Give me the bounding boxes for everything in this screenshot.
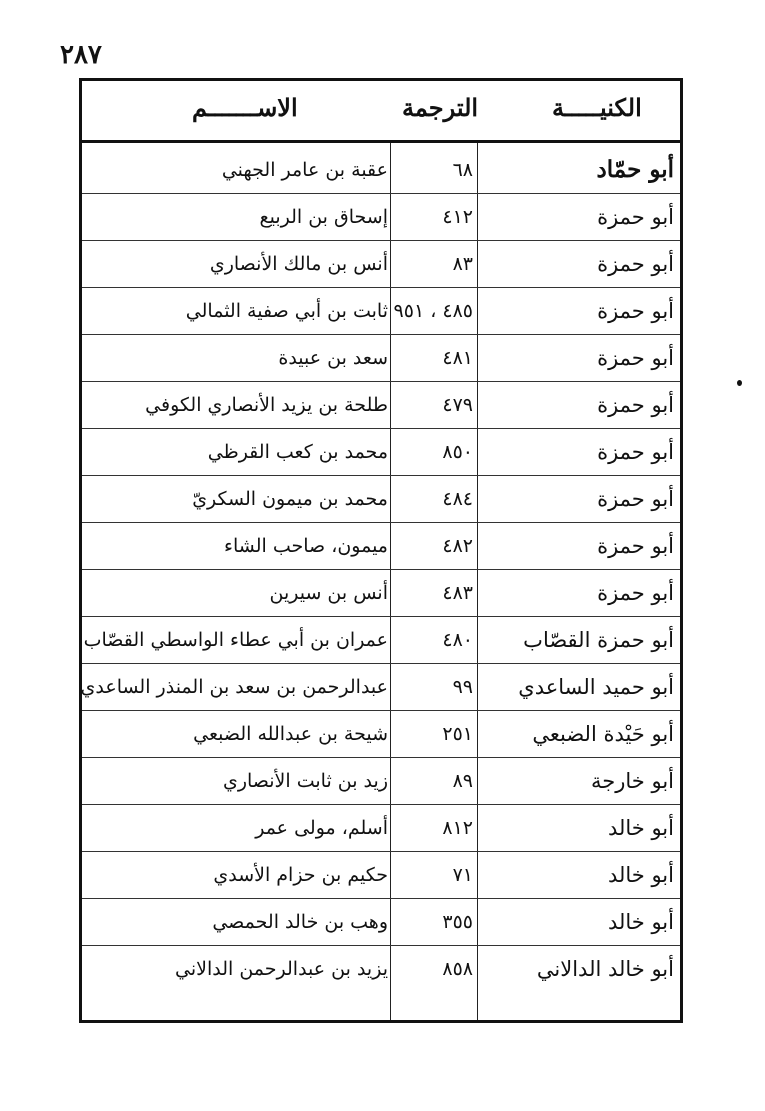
tarjama-cell: ٧١ bbox=[452, 864, 473, 886]
table-row bbox=[82, 570, 680, 617]
kunya-cell: أبو حمزة bbox=[597, 346, 674, 370]
table-row bbox=[82, 852, 680, 899]
kunya-cell: أبو حمزة bbox=[597, 205, 674, 229]
name-cell: وهب بن خالد الحمصي bbox=[212, 911, 388, 933]
table-row bbox=[82, 382, 680, 429]
table-row bbox=[82, 241, 680, 288]
kunya-cell: أبو خالد bbox=[607, 816, 674, 840]
name-cell: عقبة بن عامر الجهني bbox=[221, 159, 388, 181]
tarjama-cell: ٤٨٠ bbox=[442, 629, 473, 651]
kunya-cell: أبو حَيْدة الضبعي bbox=[532, 722, 674, 746]
kunya-cell: أبو حمزة bbox=[597, 440, 674, 464]
tarjama-cell: ٨٥٠ bbox=[442, 441, 473, 463]
tarjama-cell: ٤٨٣ bbox=[442, 582, 473, 604]
name-cell: ثابت بن أبي صفية الثمالي bbox=[185, 300, 388, 322]
name-cell: محمد بن ميمون السكريّ bbox=[192, 488, 388, 510]
name-cell: طلحة بن يزيد الأنصاري الكوفي bbox=[145, 394, 388, 416]
name-cell: حكيم بن حزام الأسدي bbox=[213, 864, 388, 886]
table-header bbox=[82, 81, 680, 143]
tarjama-cell: ٦٨ bbox=[452, 159, 473, 181]
header-tarjama: الترجمة bbox=[402, 93, 479, 122]
name-cell: أنس بن مالك الأنصاري bbox=[209, 253, 388, 275]
header-kunya: الكنيـــــة bbox=[552, 93, 642, 122]
table-row bbox=[82, 617, 680, 664]
tarjama-cell: ٤١٢ bbox=[442, 206, 473, 228]
table-row bbox=[82, 476, 680, 523]
kunya-cell: أبو حمزة bbox=[597, 487, 674, 511]
table-row bbox=[82, 523, 680, 570]
kunya-cell: أبو حمزة bbox=[597, 581, 674, 605]
kunya-cell: أبو حمزة bbox=[597, 299, 674, 323]
table-row bbox=[82, 899, 680, 946]
header-ism: الاســـــــم bbox=[192, 93, 298, 122]
table-row bbox=[82, 335, 680, 382]
tarjama-cell: ٢٥١ bbox=[442, 723, 473, 745]
name-cell: يزيد بن عبدالرحمن الدالاني bbox=[175, 958, 388, 980]
tarjama-cell: ٨٩ bbox=[452, 770, 473, 792]
table-row bbox=[82, 758, 680, 805]
kunya-cell: أبو خارجة bbox=[591, 769, 674, 793]
tarjama-cell: ٤٨١ bbox=[442, 347, 473, 369]
kunya-cell: أبو حمزة bbox=[597, 252, 674, 276]
kunya-table bbox=[79, 78, 683, 1023]
name-cell: شيحة بن عبدالله الضبعي bbox=[193, 723, 388, 745]
kunya-cell: أبو حميد الساعدي bbox=[518, 675, 674, 699]
tarjama-cell: ٨٥٨ bbox=[442, 958, 473, 980]
name-cell: أسلم، مولى عمر bbox=[255, 817, 388, 839]
name-cell: سعد بن عبيدة bbox=[278, 347, 388, 369]
tarjama-cell: ٤٨٤ bbox=[442, 488, 473, 510]
page-number: ٢٨٧ bbox=[60, 40, 102, 70]
kunya-cell: أبو خالد bbox=[607, 863, 674, 887]
name-cell: عبدالرحمن بن سعد بن المنذر الساعدي bbox=[80, 676, 388, 698]
tarjama-cell: ٨٣ bbox=[452, 253, 473, 275]
table-row bbox=[82, 805, 680, 852]
tarjama-cell: ٩٩ bbox=[452, 676, 473, 698]
name-cell: إسحاق بن الربيع bbox=[259, 206, 388, 228]
table-row bbox=[82, 946, 680, 993]
kunya-cell: أبو حمزة bbox=[597, 393, 674, 417]
table-row bbox=[82, 429, 680, 476]
name-cell: أنس بن سيرين bbox=[269, 582, 388, 604]
kunya-cell: أبو خالد الدالاني bbox=[536, 957, 674, 981]
name-cell: زيد بن ثابت الأنصاري bbox=[222, 770, 388, 792]
tarjama-cell: ٨١٢ bbox=[442, 817, 473, 839]
tarjama-cell: ٤٧٩ bbox=[442, 394, 473, 416]
margin-mark bbox=[737, 380, 742, 386]
kunya-cell: أبو حمّاد bbox=[596, 156, 674, 183]
table-row bbox=[82, 194, 680, 241]
tarjama-cell: ٤٨٢ bbox=[442, 535, 473, 557]
kunya-cell: أبو حمزة bbox=[597, 534, 674, 558]
tarjama-cell: ٤٨٥ ، ٩٥١ bbox=[393, 300, 473, 322]
table-row bbox=[82, 288, 680, 335]
table-row bbox=[82, 711, 680, 758]
name-cell: محمد بن كعب القرظي bbox=[207, 441, 388, 463]
name-cell: ميمون، صاحب الشاء bbox=[224, 535, 388, 557]
kunya-cell: أبو خالد bbox=[607, 910, 674, 934]
kunya-cell: أبو حمزة القصّاب bbox=[523, 628, 674, 652]
name-cell: عمران بن أبي عطاء الواسطي القصّاب bbox=[83, 629, 388, 651]
table-row bbox=[82, 147, 680, 194]
tarjama-cell: ٣٥٥ bbox=[442, 911, 473, 933]
table-row bbox=[82, 664, 680, 711]
